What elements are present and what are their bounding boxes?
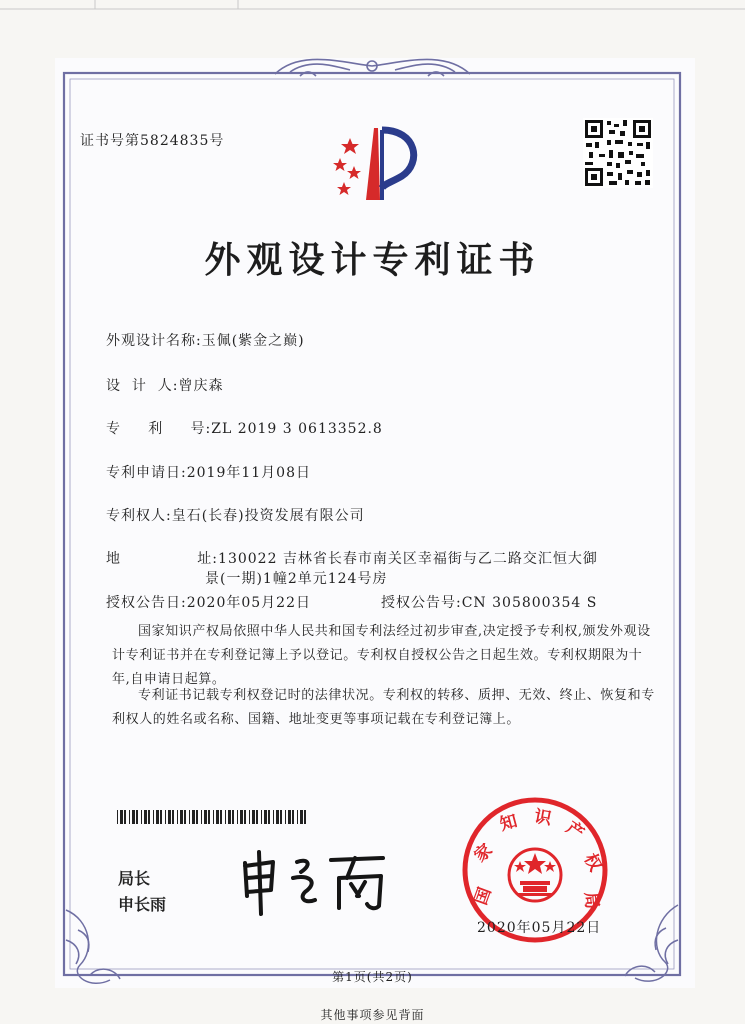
patentee-value: 皇石(长春)投资发展有限公司 <box>171 508 365 524</box>
design-name-label: 外观设计名称: <box>106 333 202 349</box>
seal-char-2: 家 <box>470 840 497 867</box>
patent-number-row <box>106 418 383 438</box>
designer-row <box>106 375 224 395</box>
address-row <box>106 548 598 568</box>
design-name-row <box>106 330 305 350</box>
address-label: 地 址: <box>106 551 219 567</box>
designer-value: 曾庆森 <box>178 378 224 394</box>
handwritten-signature <box>235 848 395 918</box>
grant-number-value: CN 305800354 S <box>461 595 598 611</box>
design-name-value: 玉佩(紫金之巅) <box>201 333 305 349</box>
seal-char-1: 国 <box>470 884 496 908</box>
seal-char-3: 知 <box>497 811 520 836</box>
address-line-1: 130022 吉林省长春市南关区幸福街与乙二路交汇恒大御 <box>218 551 598 567</box>
seal-char-6: 权 <box>579 850 606 875</box>
patent-number-value: ZL 2019 3 0613352.8 <box>211 421 383 437</box>
patentee-row <box>106 505 365 525</box>
filing-date-label: 专利申请日: <box>106 465 187 481</box>
signature-name: 申长雨 <box>118 895 167 914</box>
seal-char-5: 产 <box>562 817 588 844</box>
grant-date-row <box>106 592 311 612</box>
grant-number-label: 授权公告号: <box>381 595 462 611</box>
qr-code <box>583 118 653 188</box>
patentee-label: 专利权人: <box>106 508 172 524</box>
address-line-2: 景(一期)1幢2单元124号房 <box>205 571 388 587</box>
patent-number-label: 专 利 号: <box>106 421 212 437</box>
grant-date-value: 2020年05月22日 <box>186 595 311 611</box>
grant-date-label: 授权公告日: <box>106 595 187 611</box>
patent-office-logo <box>322 118 432 208</box>
national-emblem-icon <box>509 849 561 901</box>
seal-char-7: 局 <box>580 891 602 910</box>
filing-date-row <box>106 462 311 482</box>
certificate-title: 外观设计专利证书 <box>204 239 541 281</box>
grant-number-row <box>381 592 597 612</box>
body-paragraph-2: 专利证书记载专利权登记时的法律状况。专利权的转移、质押、无效、终止、恢复和专利权人的姓名或名称、国籍、地址变更等事项记载在专利登记簿上。 <box>112 688 655 727</box>
filing-date-value: 2019年11月08日 <box>186 465 311 481</box>
designer-label: 设 计 人: <box>106 378 179 394</box>
certificate-number: 证书号第5824835号 <box>80 133 225 149</box>
body-paragraph-1: 国家知识产权局依照中华人民共和国专利法经过初步审查,决定授予专利权,颁发外观设计专利证书并在专利登记簿上予以登记。专利权自授权公告之日起生效。专利权期限为十年,自申请日起算。 <box>112 624 651 687</box>
page-indicator: 第1页(共2页) <box>332 970 413 984</box>
seal-date: 2020年05月22日 <box>477 920 602 936</box>
footer-note: 其他事项参见背面 <box>320 1008 425 1022</box>
barcode <box>117 810 307 824</box>
seal-char-4: 识 <box>532 806 553 830</box>
signature-title: 局长 <box>118 869 151 888</box>
